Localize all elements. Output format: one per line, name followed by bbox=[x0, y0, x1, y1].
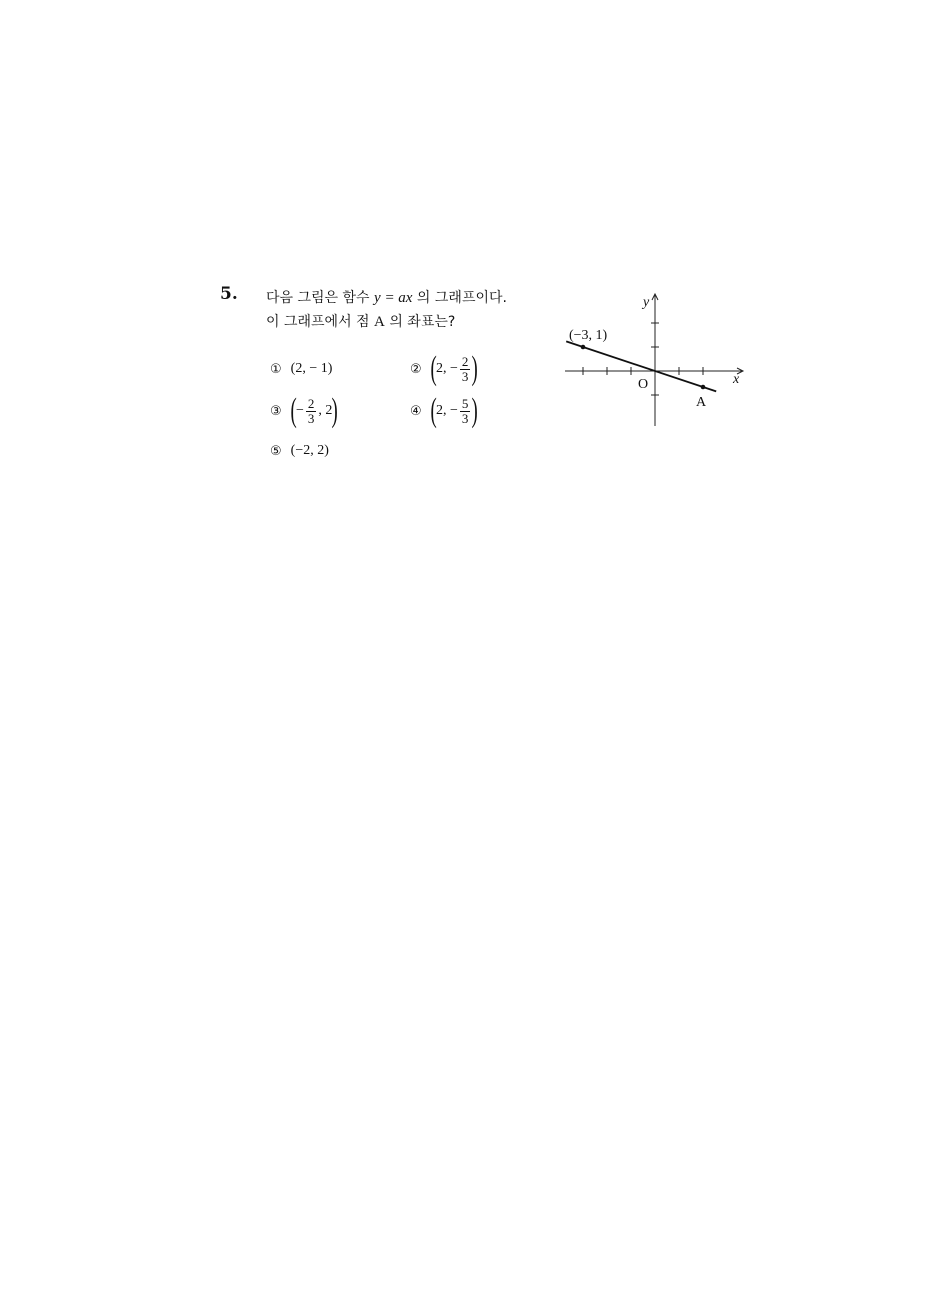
function-expression: y = ax bbox=[374, 290, 413, 306]
left-paren: ( bbox=[430, 350, 437, 387]
choice-4-mark: ④ bbox=[410, 403, 422, 419]
question-number: 5. bbox=[220, 284, 238, 304]
axes bbox=[565, 294, 743, 426]
choice-2[interactable] bbox=[410, 352, 478, 386]
choice-3[interactable] bbox=[270, 394, 338, 428]
point-a-label: A bbox=[696, 395, 707, 411]
choice-2-fraction bbox=[460, 355, 471, 384]
point-name: A bbox=[374, 314, 385, 330]
choice-1-text: (2, − 1) bbox=[290, 361, 333, 376]
right-paren: ) bbox=[471, 392, 479, 429]
point-coordinate-label: (−3, 1) bbox=[569, 328, 608, 343]
choice-4[interactable] bbox=[410, 394, 478, 428]
point-a-marker bbox=[701, 385, 706, 390]
choice-4-numerator: 5 bbox=[461, 395, 469, 411]
coordinate-graph bbox=[560, 288, 750, 430]
point-marker bbox=[581, 345, 586, 350]
y-axis-label: y bbox=[643, 295, 650, 310]
question-line2-after: 의 좌표는? bbox=[389, 314, 456, 330]
choice-1[interactable] bbox=[270, 361, 332, 377]
choice-2-denominator: 3 bbox=[461, 368, 469, 384]
choice-3-denominator: 3 bbox=[307, 410, 315, 426]
x-axis-label: x bbox=[733, 372, 740, 387]
choice-3-numerator: 2 bbox=[307, 395, 315, 411]
choice-4-pre: 2, − bbox=[435, 403, 458, 418]
question-line2-before: 이 그래프에서 점 bbox=[266, 314, 370, 330]
choice-3-post: , 2 bbox=[318, 403, 333, 418]
question-line-1 bbox=[266, 286, 507, 310]
right-paren: ) bbox=[331, 392, 339, 429]
question-line1-after: 의 그래프이다. bbox=[416, 290, 507, 306]
question-text bbox=[266, 286, 507, 334]
choice-2-numerator: 2 bbox=[461, 353, 469, 369]
question-line-2 bbox=[266, 310, 507, 334]
question-line1-before: 다음 그림은 함수 bbox=[266, 290, 370, 306]
choice-5-text: (−2, 2) bbox=[290, 443, 329, 458]
choice-3-fraction bbox=[306, 397, 317, 426]
choice-1-mark: ① bbox=[270, 361, 282, 377]
choice-3-mark: ③ bbox=[270, 403, 282, 419]
left-paren: ( bbox=[430, 392, 437, 429]
choice-5-mark: ⑤ bbox=[270, 443, 282, 459]
choice-2-pre: 2, − bbox=[435, 361, 458, 376]
origin-label: O bbox=[638, 377, 649, 392]
right-paren: ) bbox=[471, 350, 479, 387]
choice-5[interactable] bbox=[270, 443, 329, 459]
choice-4-fraction bbox=[460, 397, 471, 426]
choice-3-pre: − bbox=[295, 403, 304, 418]
left-paren: ( bbox=[290, 392, 297, 429]
choice-2-mark: ② bbox=[410, 361, 422, 377]
choice-4-denominator: 3 bbox=[461, 410, 469, 426]
